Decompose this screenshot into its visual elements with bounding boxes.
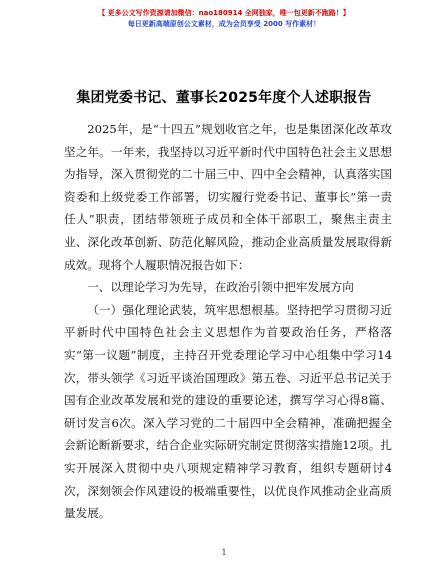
section-1-paragraph-1: （一）强化理论武装，筑牢思想根基。坚持把学习贯彻习近平新时代中国特色社会主义思想作为首要政治任务，严格落实“第一议题”制度，主持召开党委理论学习中心组集中学习14次，带头领学《习近平谈治国理政》第五卷、习近平总书记关于国有企业改革发展和党的建设的重要论述，撰写学习心得8篇、研讨发言6次。深入学习党的二十届四中全会精神，准确把握全会新论断新要求，结合企业实际研究制定贯彻落实措施12项。扎实开展深入贯彻中央八项规定精神学习教育，组织专题研讨4次，深刻领会作风建设的极端重要性，以优良作风推动企业高质量发展。 <box>64 302 392 521</box>
promo-banner <box>0 8 448 30</box>
section-heading-1: 一、以理论学习为先导，在政治引领中把牢发展方向 <box>87 280 354 295</box>
promo-banner-line-2: 每日更新高端原创公文素材，成为会员享受 2000 写作素材！ <box>127 20 321 28</box>
page-number: 1 <box>221 548 227 557</box>
promo-banner-line-1: 【 更多公文写作资源请加微信：nao180914 全网独家，唯一包更新不跑路！】 <box>98 9 350 17</box>
document-title: 集团党委书记、董事长2025年度个人述职报告 <box>76 90 372 106</box>
document-body <box>64 118 392 525</box>
intro-paragraph: 2025年，是“十四五”规划收官之年，也是集团深化改革攻坚之年。一年来，我坚持以习近平新时代中国特色社会主义思想为指导，深入贯彻党的二十届三中、四中全会精神，认真落实国资委和上级党委工作部署，切实履行党委书记、董事长“第一责任人”职责，团结带领班子成员和全体干部职工，聚焦主责主业、深化改革创新、防范化解风险，推动企业高质量发展取得新成效。现将个人履职情况报告如下： <box>64 122 392 272</box>
